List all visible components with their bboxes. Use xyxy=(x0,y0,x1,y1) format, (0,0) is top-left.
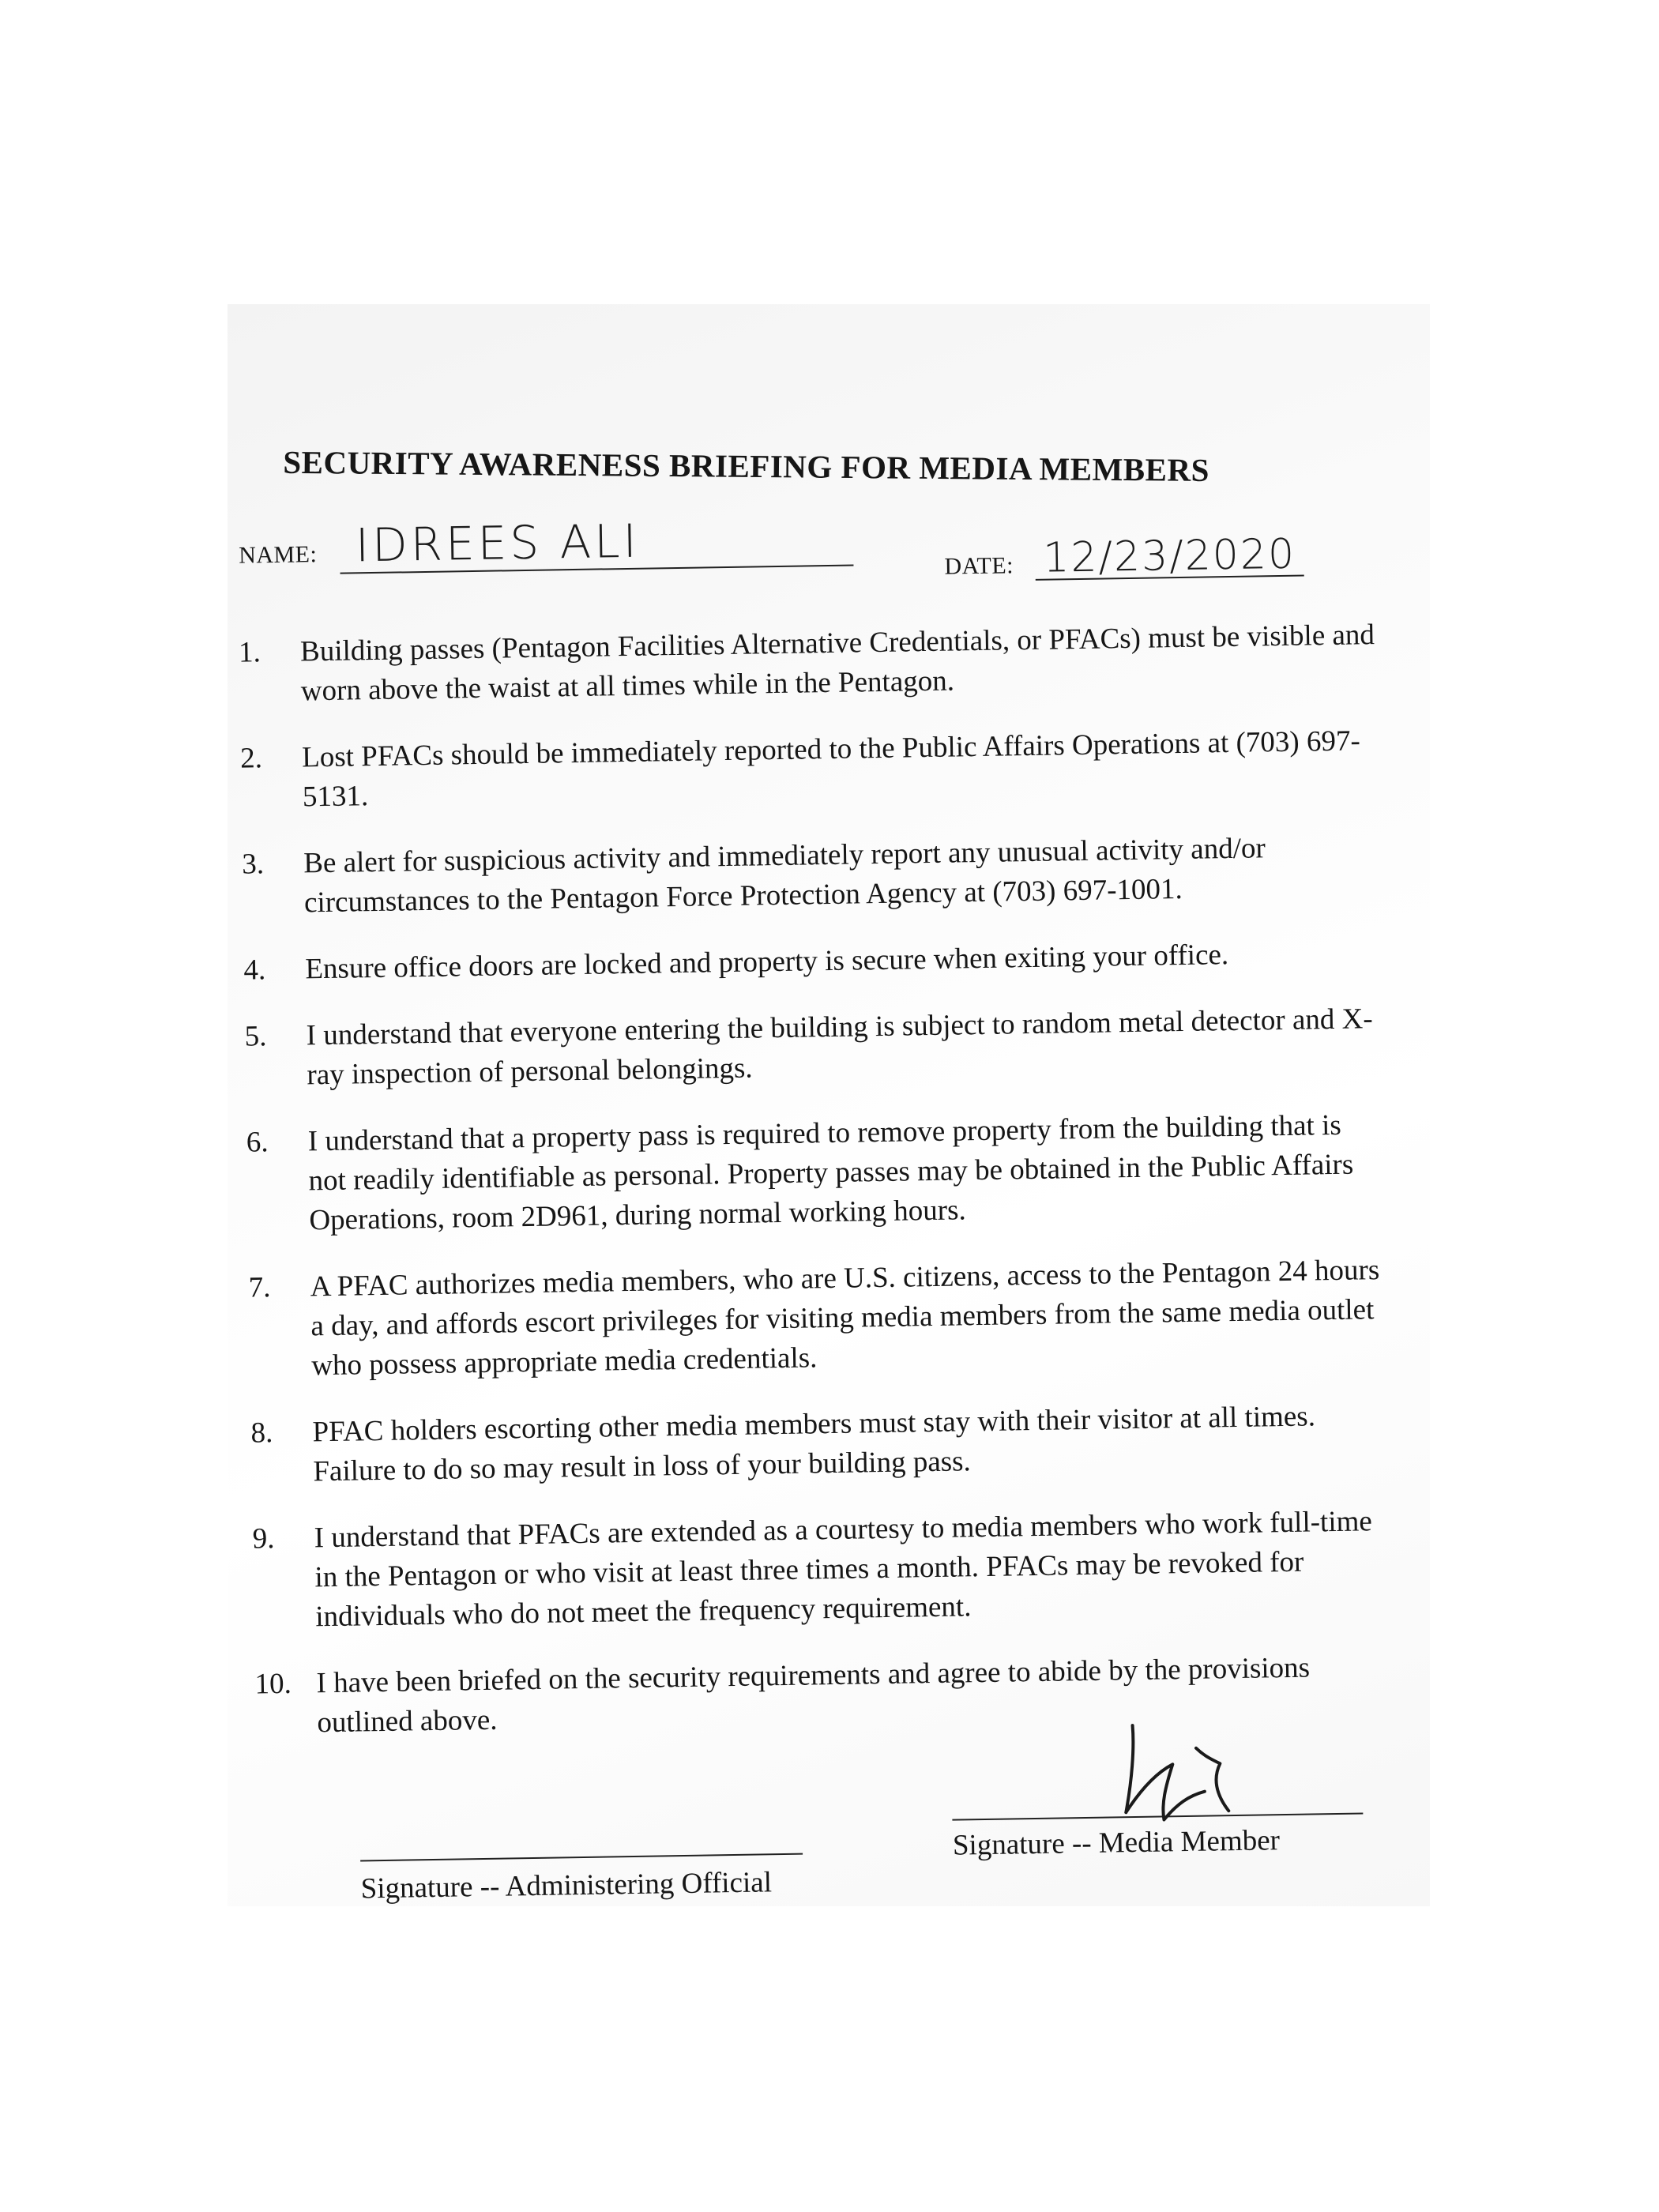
date-handwritten: 12/23/2020 xyxy=(1042,530,1296,582)
provision-text: I have been briefed on the security requirements and agree to abide by the provisions outlined above. xyxy=(316,1651,1311,1740)
provisions-list xyxy=(239,615,1394,1770)
provision-text: I understand that a property pass is required to remove property from the building that is not readily identifiable as personal. Property passes may be obtained in the Public Affairs Operations, room 2D961, during normal working hours. xyxy=(307,1108,1354,1237)
provision-text: I understand that PFACs are extended as a courtesy to media members who work full-time in the Pentagon or who visit at least three times a month. PFACs may be revoked for individuals who do not meet the frequency requirement. xyxy=(314,1505,1373,1634)
provision-text: PFAC holders escorting other media members must stay with their visitor at all times. Failure to do so may result in loss of your building pass. xyxy=(312,1400,1316,1488)
name-handwritten: IDREES ALI xyxy=(355,514,641,573)
document-photo xyxy=(228,304,1430,1906)
handwritten-signature-mark xyxy=(1100,1715,1276,1836)
provision-item xyxy=(248,1251,1387,1387)
form-title: SECURITY AWARENESS BRIEFING FOR MEDIA MEMBERS xyxy=(283,443,1210,489)
provision-number: 10. xyxy=(254,1667,292,1701)
provision-item xyxy=(250,1396,1389,1493)
provision-item xyxy=(246,1105,1385,1242)
provision-text: Ensure office doors are locked and property is secure when exiting your office. xyxy=(305,939,1229,986)
provision-item xyxy=(244,999,1382,1097)
provision-number: 1. xyxy=(238,636,261,669)
provision-item xyxy=(239,615,1377,713)
provision-number: 5. xyxy=(244,1020,267,1053)
provision-number: 3. xyxy=(241,848,265,881)
provision-item xyxy=(242,827,1380,924)
provision-text: A PFAC authorizes media members, who are U.S. citizens, access to the Pentagon 24 hours a day, and affords escort privileges for visiting media members from the same media outlet who possess appropriate media credentials. xyxy=(310,1254,1380,1382)
provision-text: Lost PFACs should be immediately reported to the Public Affairs Operations at (703) 697-5131. xyxy=(301,724,1361,814)
provision-item xyxy=(243,933,1382,991)
official-signature-line xyxy=(360,1853,803,1862)
provision-number: 8. xyxy=(250,1416,273,1450)
provision-item xyxy=(252,1502,1391,1638)
provision-text: Building passes (Pentagon Facilities Alternative Credentials, or PFACs) must be visible and worn above the waist at all times while in the Pentagon. xyxy=(299,619,1375,708)
provision-number: 9. xyxy=(252,1522,275,1556)
date-label: DATE: xyxy=(944,552,1014,580)
official-signature-label: Signature -- Administering Official xyxy=(360,1866,773,1905)
provision-number: 2. xyxy=(239,742,263,775)
provision-text: Be alert for suspicious activity and immediately report any unusual activity and/or circumstances to the Pentagon Force Protection Agency at (703) 697-1001. xyxy=(303,832,1266,920)
provision-number: 7. xyxy=(248,1271,271,1304)
name-label: NAME: xyxy=(238,541,318,569)
briefing-form xyxy=(228,304,1430,1906)
provision-number: 6. xyxy=(246,1126,269,1159)
provision-text: I understand that everyone entering the building is subject to random metal detector and X-ray inspection of personal belongings. xyxy=(306,1003,1373,1092)
provision-item xyxy=(240,721,1379,818)
member-signature-label: Signature -- Media Member xyxy=(952,1824,1281,1862)
provision-number: 4. xyxy=(243,954,266,987)
